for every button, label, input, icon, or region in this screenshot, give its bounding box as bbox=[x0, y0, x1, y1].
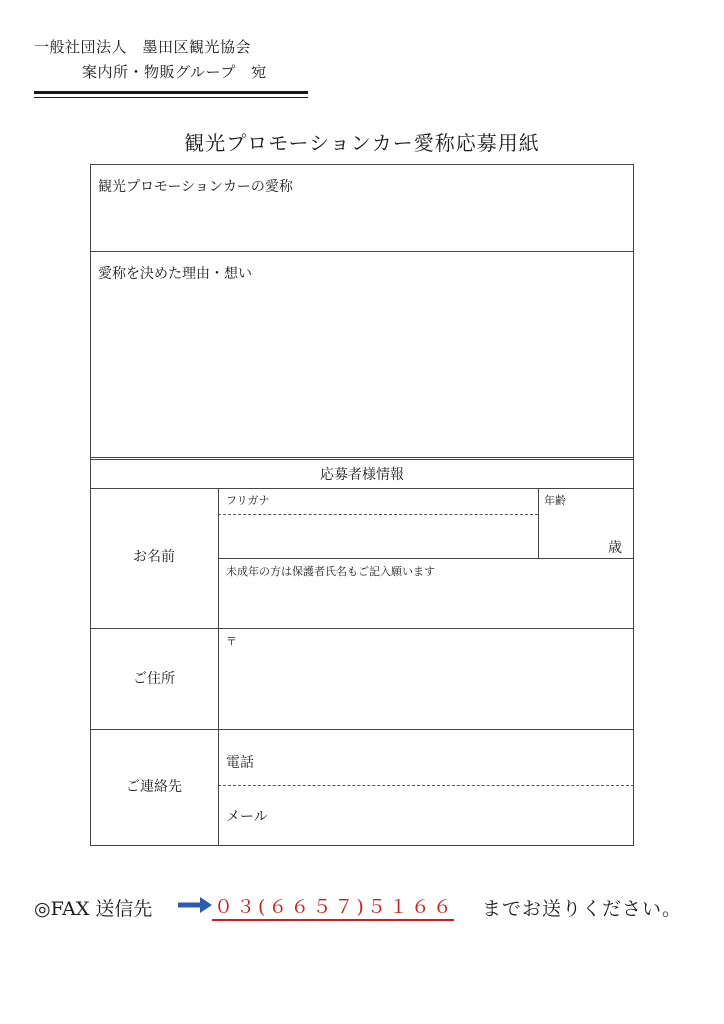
age-label: 年齢 bbox=[544, 494, 566, 507]
right-arrow-icon bbox=[178, 896, 212, 914]
reason-field[interactable] bbox=[91, 285, 633, 455]
contact-divider bbox=[218, 785, 634, 786]
fax-number-underline bbox=[212, 919, 454, 921]
nickname-label: 観光プロモーションカーの愛称 bbox=[98, 179, 293, 195]
applicant-info-header: 応募者様情報 bbox=[320, 467, 404, 483]
reason-label: 愛称を決めた理由・想い bbox=[98, 266, 252, 282]
name-label: お名前 bbox=[133, 549, 175, 565]
divider bbox=[90, 457, 634, 458]
email-field[interactable] bbox=[272, 787, 632, 844]
phone-label: 電話 bbox=[226, 755, 254, 771]
furigana-field[interactable] bbox=[219, 506, 537, 514]
nickname-field[interactable] bbox=[91, 198, 633, 250]
form-title: 観光プロモーションカー愛称応募用紙 bbox=[184, 131, 540, 155]
address-label: ご住所 bbox=[133, 671, 175, 687]
contact-label: ご連絡先 bbox=[126, 779, 182, 795]
guardian-name-field[interactable] bbox=[219, 578, 633, 626]
name-field[interactable] bbox=[219, 515, 537, 557]
divider bbox=[90, 459, 634, 460]
divider bbox=[90, 251, 634, 252]
age-unit: 歳 bbox=[608, 540, 622, 556]
guardian-note: 未成年の方は保護者氏名もご記入願います bbox=[226, 565, 435, 578]
email-label: メール bbox=[226, 809, 268, 825]
fax-suffix: までお送りください。 bbox=[482, 898, 683, 920]
divider bbox=[90, 488, 634, 489]
address-field[interactable] bbox=[219, 629, 633, 728]
header-rule-thick bbox=[34, 91, 308, 94]
fax-prefix: ◎FAX 送信先 bbox=[34, 898, 153, 920]
divider bbox=[218, 558, 634, 559]
addressee-org: 一般社団法人 墨田区観光協会 bbox=[34, 38, 252, 56]
addressee-dept: 案内所・物販グループ 宛 bbox=[82, 63, 267, 81]
phone-field[interactable] bbox=[264, 731, 632, 784]
fax-number: ０３(６６５７)５１６６ bbox=[214, 896, 455, 918]
divider bbox=[90, 729, 634, 730]
postal-mark: 〒 bbox=[226, 635, 237, 648]
furigana-label: フリガナ bbox=[226, 494, 270, 507]
header-rule-thin bbox=[34, 97, 308, 98]
